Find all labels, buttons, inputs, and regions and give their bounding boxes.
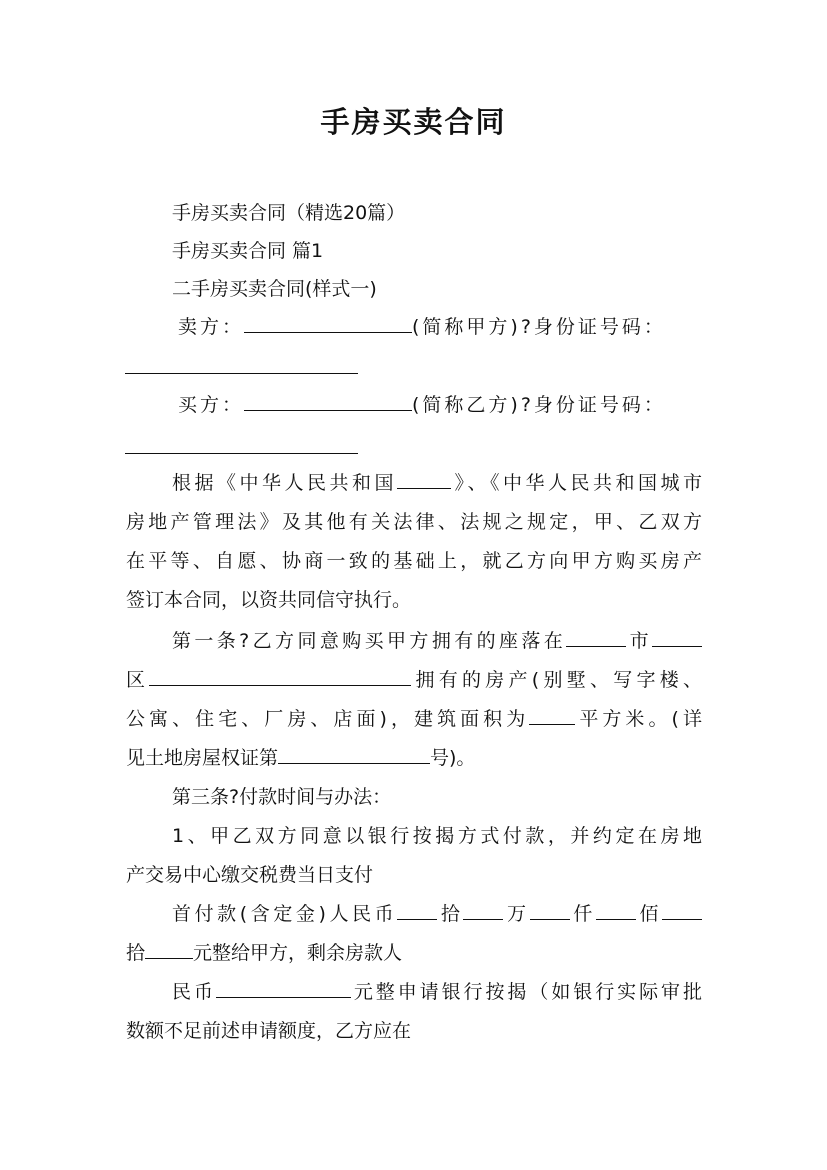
down-payment-line-1 [172, 900, 702, 928]
loan-line-1 [172, 978, 702, 1006]
buyer-id-blank [125, 453, 358, 454]
seller-name-blank [244, 314, 412, 333]
text-span: 首付款(含定金)人民币 [172, 903, 398, 925]
text-span: 元整给甲方，剩余房款人 [193, 942, 403, 964]
amount-blank [145, 940, 193, 959]
article-1-line-4 [126, 744, 475, 772]
article-1-line-3 [126, 705, 702, 733]
amount-blank [596, 901, 636, 920]
loan-amount-blank [216, 979, 351, 998]
text-span: 根据《中华人民共和国 [172, 472, 397, 494]
article-3-heading: 第三条?付款时间与办法： [172, 786, 392, 808]
text-span: 见土地房屋权证第 [126, 747, 279, 769]
amount-blank [397, 901, 437, 920]
buyer-label: 买方： [178, 394, 245, 416]
article-1-line-1 [172, 627, 702, 655]
text-span: 拥有的房产(别墅、写字楼、 [411, 669, 702, 691]
buyer-name-blank [244, 392, 412, 411]
seller-label: 卖方： [178, 316, 245, 338]
down-payment-line-2 [126, 939, 402, 967]
para-basis-line-1 [172, 469, 702, 497]
para-basis-line-2: 房地产管理法》及其他有关法律、法规之规定，甲、乙双方 [126, 511, 702, 533]
text-span: 市 [626, 630, 652, 652]
certificate-number-blank [278, 745, 430, 764]
document-title: 手房买卖合同 [320, 105, 507, 139]
payment-line-2: 产交易中心缴交税费当日支付 [126, 864, 374, 886]
amount-blank [530, 901, 570, 920]
buyer-id-label: (简称乙方)?身份证号码： [412, 394, 666, 416]
loan-line-2: 数额不足前述申请额度，乙方应在 [126, 1020, 412, 1042]
text-span: 拾 [126, 942, 146, 964]
text-span: 平方米。(详 [575, 708, 702, 730]
amount-blank [662, 901, 702, 920]
subtitle-line: 手房买卖合同（精选20篇） [172, 202, 406, 224]
text-span: 仟 [569, 903, 596, 925]
area-blank [529, 706, 575, 725]
text-span: 公寓、住宅、厂房、店面)，建筑面积为 [126, 708, 530, 730]
para-basis-line-3: 在平等、自愿、协商一致的基础上，就乙方向甲方购买房产 [126, 550, 702, 572]
buyer-line [178, 391, 666, 419]
text-span: 拾 [437, 903, 464, 925]
seller-line [178, 313, 666, 341]
city-blank [566, 628, 626, 647]
district-blank [652, 628, 702, 647]
text-span: 第一条?乙方同意购买甲方拥有的座落在 [172, 630, 567, 652]
section-heading: 手房买卖合同 篇1 [172, 240, 324, 262]
text-span: 佰 [635, 903, 662, 925]
law-name-blank [397, 470, 451, 489]
text-span: 民币 [172, 981, 216, 1003]
payment-line-1: 1、甲乙双方同意以银行按揭方式付款，并约定在房地 [172, 825, 702, 847]
text-span: 区 [126, 669, 150, 691]
text-span: 号)。 [430, 747, 476, 769]
seller-id-label: (简称甲方)?身份证号码： [412, 316, 666, 338]
seller-id-blank [125, 373, 358, 374]
para-basis-line-4: 签订本合同，以资共同信守执行。 [126, 589, 412, 611]
amount-blank [463, 901, 503, 920]
text-span: 元整申请银行按揭（如银行实际审批 [350, 981, 702, 1003]
text-span: 万 [503, 903, 530, 925]
contract-heading: 二手房买卖合同(样式一) [172, 278, 377, 300]
address-blank [149, 667, 411, 686]
article-1-line-2 [126, 666, 702, 694]
text-span: 》、《中华人民共和国城市 [451, 472, 702, 494]
